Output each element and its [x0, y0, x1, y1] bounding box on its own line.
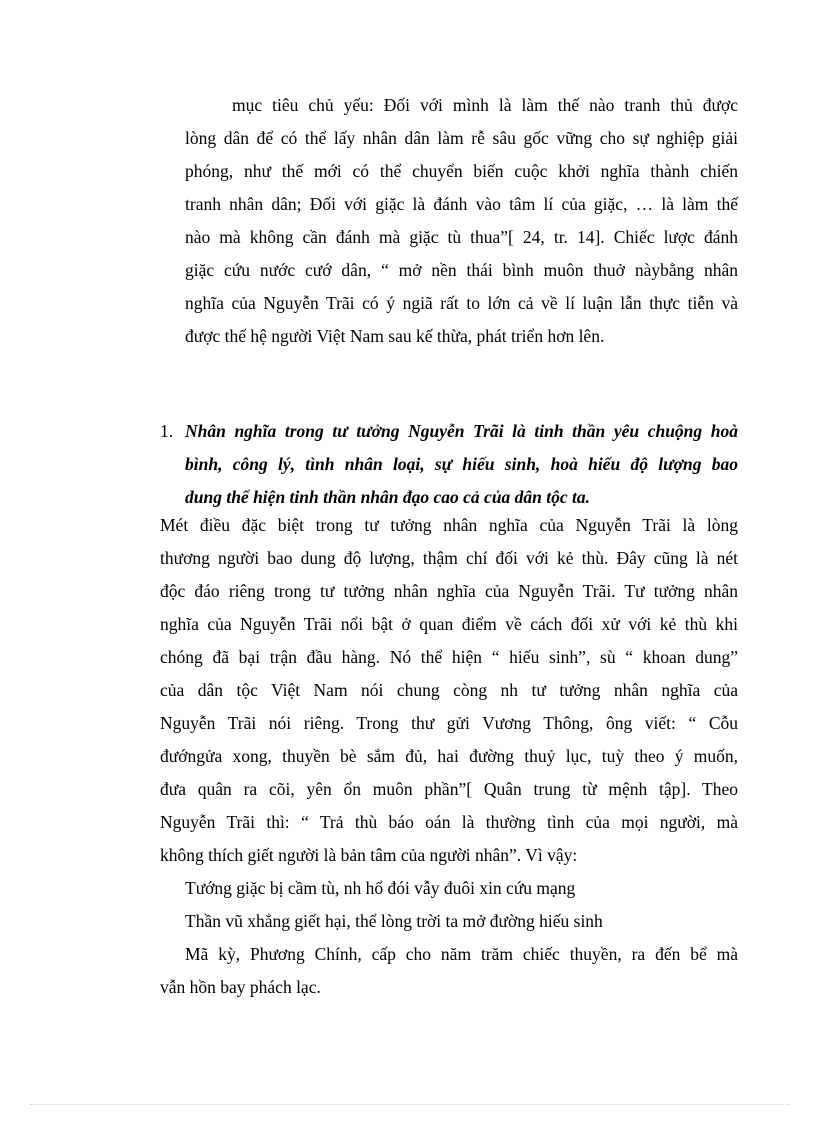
text-line: phóng, như thế mới có thể chuyển biến cuộc khởi nghĩa thành chiến: [185, 161, 738, 181]
poem-line: Tướng giặc bị cầm tù, nh hổ đói vẫy đuôi xin cứu mạng: [185, 878, 576, 898]
text-line: thương người bao dung độ lượng, thậm chí đối với kẻ thù. Đây cũng là nét: [160, 548, 738, 568]
heading-line: dung thể hiện tinh thần nhân đạo cao cả của dân tộc ta.: [185, 487, 591, 507]
text-line: không thích giết người là bản tâm của người nhân”. Vì vậy:: [160, 845, 578, 865]
heading-line: bình, công lý, tình nhân loại, sự hiếu sinh, hoà hiếu độ lượng bao: [185, 454, 738, 474]
text-line: nào mà không cần đánh mà giặc tù thua”[ 24, tr. 14]. Chiếc lược đánh: [185, 227, 738, 247]
text-line: giặc cứu nước cướ dân, “ mở nền thái bình muôn thuở nàybằng nhân: [185, 260, 738, 280]
text-line: lòng dân để có thể lấy nhân dân làm rễ sâu gốc vững cho sự nghiệp giải: [185, 128, 738, 148]
text-line: chóng đã bại trận đầu hàng. Nó thể hiện “ hiếu sinh”, sù “ khoan dung”: [160, 647, 738, 667]
text-line: tranh nhân dân; Đối với giặc là đánh vào tâm lí của giặc, … là làm thế: [185, 194, 738, 214]
text-line: nghĩa của Nguyễn Trãi có ý ngiã rất to lớn cả về lí luận lẫn thực tiễn và: [185, 293, 738, 313]
page-bottom-dotted-rule: [30, 1104, 790, 1105]
text-line: Mét điều đặc biệt trong tư tưởng nhân nghĩa của Nguyễn Trãi là lòng: [160, 515, 738, 535]
text-line: của dân tộc Việt Nam nói chung còng nh tư tưởng nhân nghĩa của: [160, 680, 738, 700]
text-line: đướngửa xong, thuyền bè sắm đủ, hai đường thuỷ lục, tuỳ theo ý muốn,: [160, 746, 738, 766]
heading-number: 1.: [160, 421, 174, 441]
poem-line: vẫn hồn bay phách lạc.: [160, 977, 321, 997]
text-line: mục tiêu chủ yếu: Đối với mình là làm thế nào tranh thủ được: [232, 95, 738, 115]
text-line: Nguyễn Trãi thì: “ Trả thù báo oán là thường tình của mọi người, mà: [160, 812, 738, 832]
text-line: đưa quân ra cõi, yên ổn muôn phần”[ Quân trung từ mệnh tập]. Theo: [160, 779, 738, 799]
poem-line: Mã kỳ, Phương Chính, cấp cho năm trăm chiếc thuyền, ra đến bể mà: [185, 944, 738, 964]
text-line: được thế hệ người Việt Nam sau kế thừa, phát triển hơn lên.: [185, 326, 605, 346]
text-line: nghĩa của Nguyễn Trãi nổi bật ở quan điểm về cách đối xử với kẻ thù khi: [160, 614, 738, 634]
heading-line: Nhân nghĩa trong tư tưởng Nguyễn Trãi là tinh thần yêu chuộng hoà: [185, 421, 738, 441]
poem-line: Thần vũ xhẳng giết hại, thể lòng trời ta mở đường hiếu sinh: [185, 911, 603, 931]
text-line: độc đáo riêng trong tư tưởng nhân nghĩa của Nguyễn Trãi. Tư tưởng nhân: [160, 581, 738, 601]
text-line: Nguyễn Trãi nói riêng. Trong thư gửi Vương Thông, ông viết: “ Cỗu: [160, 713, 738, 733]
